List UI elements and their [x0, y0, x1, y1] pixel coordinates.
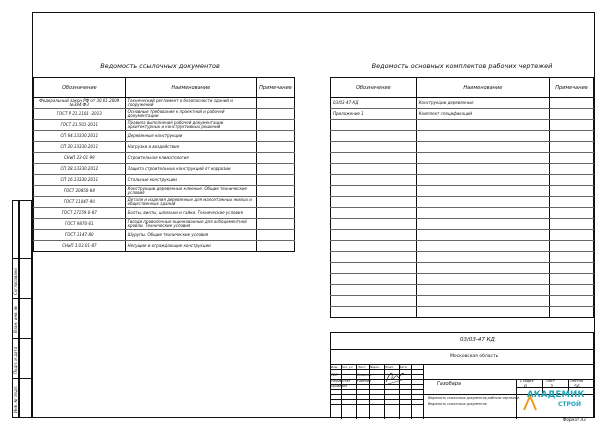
cell-designation — [331, 208, 417, 219]
table-row — [34, 230, 295, 241]
sheet-value: 3 — [550, 385, 553, 390]
cell-note — [256, 208, 294, 219]
side-label-inv-number: Инв. № подл. — [13, 385, 18, 413]
cell-name: Правила выполнения рабочей документации архитектурных и конструктивных решений — [125, 120, 256, 131]
logo-subtext: СТРОЙ — [558, 401, 582, 408]
table-row — [34, 164, 295, 175]
cell-name: Нагрузки и воздействия — [125, 142, 256, 153]
header-note: Примечание — [550, 78, 594, 98]
cell-note — [550, 109, 594, 120]
cell-note — [550, 263, 594, 274]
cell-note — [256, 186, 294, 197]
cell-name — [416, 142, 549, 153]
cell-note — [256, 164, 294, 175]
col-doc: №док. — [370, 365, 380, 369]
cell-note — [550, 241, 594, 252]
table-row — [331, 307, 594, 318]
cell-note — [550, 142, 594, 153]
signature-image — [384, 368, 406, 386]
side-label-sign-date: Подп. и дата — [13, 346, 18, 374]
role-developer: Разработал — [331, 379, 351, 383]
cell-note — [550, 120, 594, 131]
cell-name: Гвозди проволочные оцинкованные для асбоцементной кровли. Технические условия — [125, 219, 256, 230]
table-row — [331, 208, 594, 219]
cell-note — [550, 153, 594, 164]
table-row — [34, 142, 295, 153]
cell-designation: СНиП 3.03.01-87 — [34, 241, 126, 252]
cell-designation: ГОСТ Р 21.1101 -2013 — [34, 109, 126, 120]
col-izm: Изм. — [331, 365, 339, 369]
doc-title-line2: Ведомость ссылочных документов — [428, 402, 487, 406]
table-row — [34, 208, 295, 219]
cell-note — [550, 186, 594, 197]
cell-name — [416, 285, 549, 296]
table-row — [34, 219, 295, 230]
cell-note — [256, 241, 294, 252]
cell-name: Болты, винты, шпильки и гайки. Технические условия — [125, 208, 256, 219]
cell-designation — [331, 307, 417, 318]
cell-designation — [331, 153, 417, 164]
table-row — [331, 131, 594, 142]
side-label-replace-inv: Взам. инв. № — [13, 305, 18, 333]
cell-note — [256, 175, 294, 186]
cell-name: Комплект спецификаций — [416, 109, 549, 120]
cell-designation — [331, 230, 417, 241]
cell-designation: ГОСТ 21.501-2011 — [34, 120, 126, 131]
cell-note — [256, 142, 294, 153]
table-row — [331, 153, 594, 164]
cell-note — [550, 296, 594, 307]
cell-designation: ГОСТ 20850-84 — [34, 186, 126, 197]
side-label-approved: Согласовано — [13, 268, 18, 295]
cell-name — [416, 307, 549, 318]
cell-designation — [331, 285, 417, 296]
cell-name — [416, 186, 549, 197]
cell-designation — [331, 263, 417, 274]
cell-note — [256, 131, 294, 142]
col-sign: Подп. — [385, 365, 395, 369]
stage-value: Р — [524, 385, 527, 390]
header-note: Примечание — [256, 78, 294, 98]
table-row — [34, 120, 295, 131]
table-row — [34, 109, 295, 120]
table-row — [34, 241, 295, 252]
cell-designation: ГОСТ 11047-90 — [34, 197, 126, 208]
cell-note — [256, 219, 294, 230]
cell-designation — [331, 164, 417, 175]
cell-name: Основные требования к проектной и рабочей документации — [125, 109, 256, 120]
cell-name — [416, 274, 549, 285]
cell-name: Строительная климатология — [125, 153, 256, 164]
table-row — [34, 175, 295, 186]
cell-note — [256, 153, 294, 164]
table-row — [34, 131, 295, 142]
cell-name: Деревянные конструкции — [125, 131, 256, 142]
cell-name: Конструкции деревянные клееные. Общие технические условия — [125, 186, 256, 197]
sheet-format: Формат А3 — [563, 417, 586, 422]
name-gip: Семенов — [357, 373, 372, 377]
cell-note — [256, 109, 294, 120]
cell-note — [550, 175, 594, 186]
table-row — [34, 186, 295, 197]
cell-designation — [331, 142, 417, 153]
table-row — [331, 120, 594, 131]
drawing-sets-table — [330, 77, 594, 318]
header-name: Наименование — [125, 78, 256, 98]
table-row — [331, 274, 594, 285]
cell-note — [550, 230, 594, 241]
document-code: 03/03-47 КД — [460, 337, 495, 343]
cell-name — [416, 131, 549, 142]
sheet-header: Лист — [546, 379, 555, 383]
cell-designation: Федеральный закон РФ от 30.01.2009 №384-ФЗ — [34, 98, 126, 109]
cell-note — [550, 197, 594, 208]
cell-name — [416, 296, 549, 307]
header-designation: Обозначение — [331, 78, 417, 98]
cell-note — [550, 208, 594, 219]
cell-designation — [331, 219, 417, 230]
cell-designation: СП 20.13330.2011 — [34, 142, 126, 153]
cell-name — [416, 197, 549, 208]
cell-designation — [331, 186, 417, 197]
cell-note — [256, 120, 294, 131]
cell-name: Технический регламент о безопасности зданий и сооружений — [125, 98, 256, 109]
name-developer: Рябенин — [357, 379, 372, 383]
table-row — [331, 296, 594, 307]
table-row — [331, 109, 594, 120]
cell-name — [416, 208, 549, 219]
cell-designation — [331, 175, 417, 186]
cell-name — [416, 230, 549, 241]
cell-name — [416, 263, 549, 274]
stage-header: Стадия — [520, 379, 534, 383]
cell-note — [550, 307, 594, 318]
cell-designation: СП 64.13330.2011 — [34, 131, 126, 142]
table-row — [34, 153, 295, 164]
table-row — [34, 98, 295, 109]
table-row — [331, 175, 594, 186]
cell-name — [416, 219, 549, 230]
cell-note — [550, 164, 594, 175]
cell-name: Защита строительных конструкций от коррозии — [125, 164, 256, 175]
header-name: Наименование — [416, 78, 549, 98]
cell-name — [416, 252, 549, 263]
role-checker: Проверил — [331, 384, 348, 388]
cell-name — [416, 153, 549, 164]
cell-designation — [331, 120, 417, 131]
cell-name: Детали и изделия деревянные для малоэтажных жилых и общественных зданий — [125, 197, 256, 208]
cell-name — [416, 241, 549, 252]
table-row — [331, 142, 594, 153]
cell-name: Конструкции деревянные — [416, 98, 549, 109]
logo-text: АКАДЕМИК — [527, 390, 585, 400]
table-row — [331, 285, 594, 296]
table-row — [331, 164, 594, 175]
cell-note — [256, 197, 294, 208]
cell-note — [550, 252, 594, 263]
cell-designation — [331, 131, 417, 142]
cell-designation — [331, 241, 417, 252]
col-kol: Кол. уч. — [341, 365, 354, 369]
cell-name: Несущие и ограждающие конструкции — [125, 241, 256, 252]
table-row — [331, 230, 594, 241]
region-label: Московская область — [450, 354, 499, 359]
cell-name — [416, 120, 549, 131]
cell-note — [550, 285, 594, 296]
cell-note — [550, 274, 594, 285]
cell-designation: ГОСТ 9870-61 — [34, 219, 126, 230]
cell-designation — [331, 296, 417, 307]
cell-note — [550, 219, 594, 230]
left-table-title: Ведомость ссылочных документов — [100, 62, 220, 70]
cell-designation: СНиП 23-01-99 — [34, 153, 126, 164]
cell-name — [416, 164, 549, 175]
cell-designation — [331, 274, 417, 285]
doc-title-line1: Ведомость ссылочных документов рабочих чертежей. — [428, 396, 521, 400]
table-row — [331, 98, 594, 109]
cell-designation: СП 16.13330.2011 — [34, 175, 126, 186]
object-name: Газобара — [437, 381, 461, 387]
cell-designation: 03/03-47-КД — [331, 98, 417, 109]
cell-note — [256, 98, 294, 109]
sheets-header: Листов — [570, 379, 584, 383]
col-date: Дата — [399, 365, 407, 369]
table-row — [331, 241, 594, 252]
cell-note — [550, 98, 594, 109]
table-row — [331, 219, 594, 230]
cell-designation: ГОСТ 1147-80 — [34, 230, 126, 241]
cell-name — [416, 175, 549, 186]
cell-designation: ГОСТ 17159.0-87 — [34, 208, 126, 219]
cell-designation — [331, 252, 417, 263]
cell-name: Шурупы. Общие технические условия — [125, 230, 256, 241]
cell-designation — [331, 197, 417, 208]
cell-designation: СП 28.13330.2012 — [34, 164, 126, 175]
table-row — [331, 186, 594, 197]
table-row — [331, 252, 594, 263]
cell-note — [550, 131, 594, 142]
table-row — [34, 197, 295, 208]
col-list: Лист — [358, 365, 366, 369]
table-row — [331, 197, 594, 208]
reference-documents-table — [33, 77, 295, 252]
header-designation: Обозначение — [34, 78, 126, 98]
cell-name: Стальные конструкции — [125, 175, 256, 186]
table-row — [331, 263, 594, 274]
cell-designation: Приложение 1 — [331, 109, 417, 120]
sheets-value: 56 — [574, 385, 580, 390]
cell-note — [256, 230, 294, 241]
right-table-title: Ведомость основных комплектов рабочих чертежей — [371, 62, 553, 70]
role-gip: ГИП — [331, 373, 338, 377]
